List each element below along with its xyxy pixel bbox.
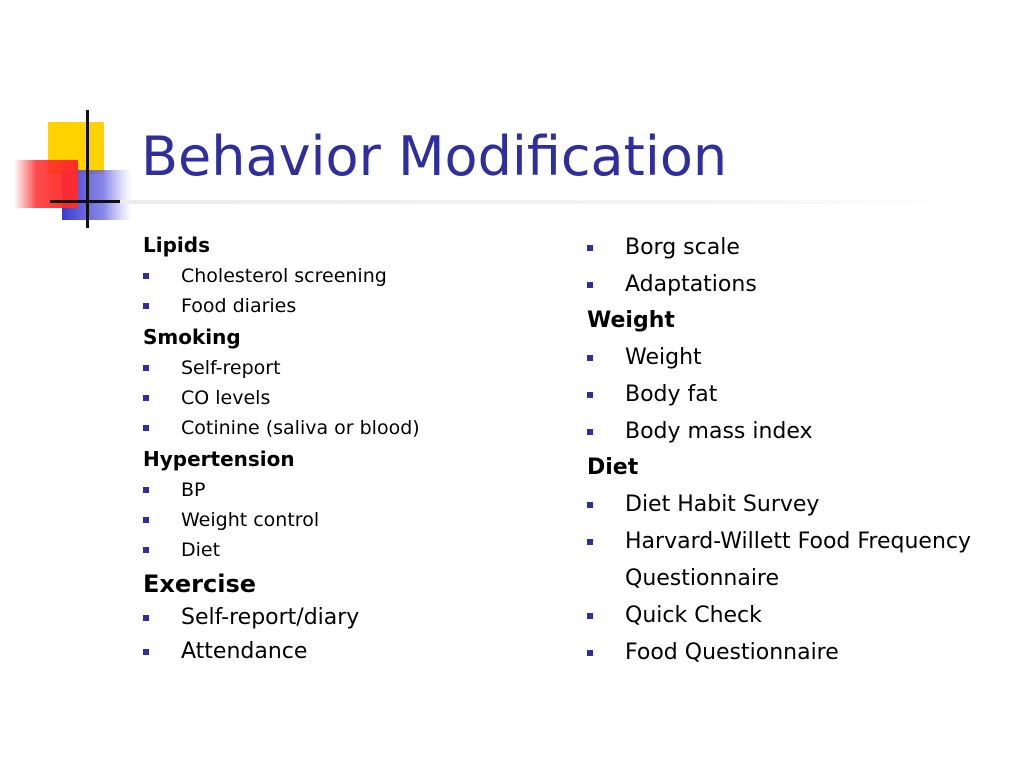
section-heading-lipids: Lipids (143, 233, 210, 257)
list-item: Harvard-Willett Food Frequency Questionnaire (587, 523, 997, 597)
logo-vertical-line (86, 110, 89, 228)
section-heading-weight: Weight (587, 308, 675, 333)
list-item: Food diaries (143, 291, 543, 321)
decorative-logo-graphic (0, 0, 160, 240)
list-item: Cholesterol screening (143, 261, 543, 291)
slide-title: Behavior Modification (141, 125, 728, 188)
section-heading-smoking: Smoking (143, 325, 241, 349)
lipids-list (143, 261, 543, 321)
exercise-continued-list (587, 229, 997, 303)
list-item: Borg scale (587, 229, 997, 266)
logo-horizontal-line (50, 200, 130, 203)
section-heading-exercise: Exercise (143, 570, 257, 598)
section-heading-hypertension: Hypertension (143, 447, 295, 471)
list-item: Body fat (587, 376, 997, 413)
smoking-list (143, 353, 543, 443)
list-item: Self-report/diary (143, 601, 543, 635)
list-item: Cotinine (saliva or blood) (143, 413, 543, 443)
list-item: Weight control (143, 505, 543, 535)
weight-list (587, 339, 997, 450)
section-heading-diet: Diet (587, 455, 639, 480)
left-column (143, 229, 543, 669)
diet-list (587, 486, 997, 671)
list-item: Self-report (143, 353, 543, 383)
list-item: Quick Check (587, 597, 997, 634)
list-item: Diet Habit Survey (587, 486, 997, 523)
right-column (587, 229, 997, 671)
list-item: Food Questionnaire (587, 634, 997, 671)
list-item: Diet (143, 535, 543, 565)
list-item: Weight (587, 339, 997, 376)
list-item: CO levels (143, 383, 543, 413)
exercise-list (143, 601, 543, 669)
hypertension-list (143, 475, 543, 565)
list-item: Attendance (143, 635, 543, 669)
list-item: Adaptations (587, 266, 997, 303)
title-underline-rule (120, 200, 960, 204)
list-item: Body mass index (587, 413, 997, 450)
list-item: BP (143, 475, 543, 505)
